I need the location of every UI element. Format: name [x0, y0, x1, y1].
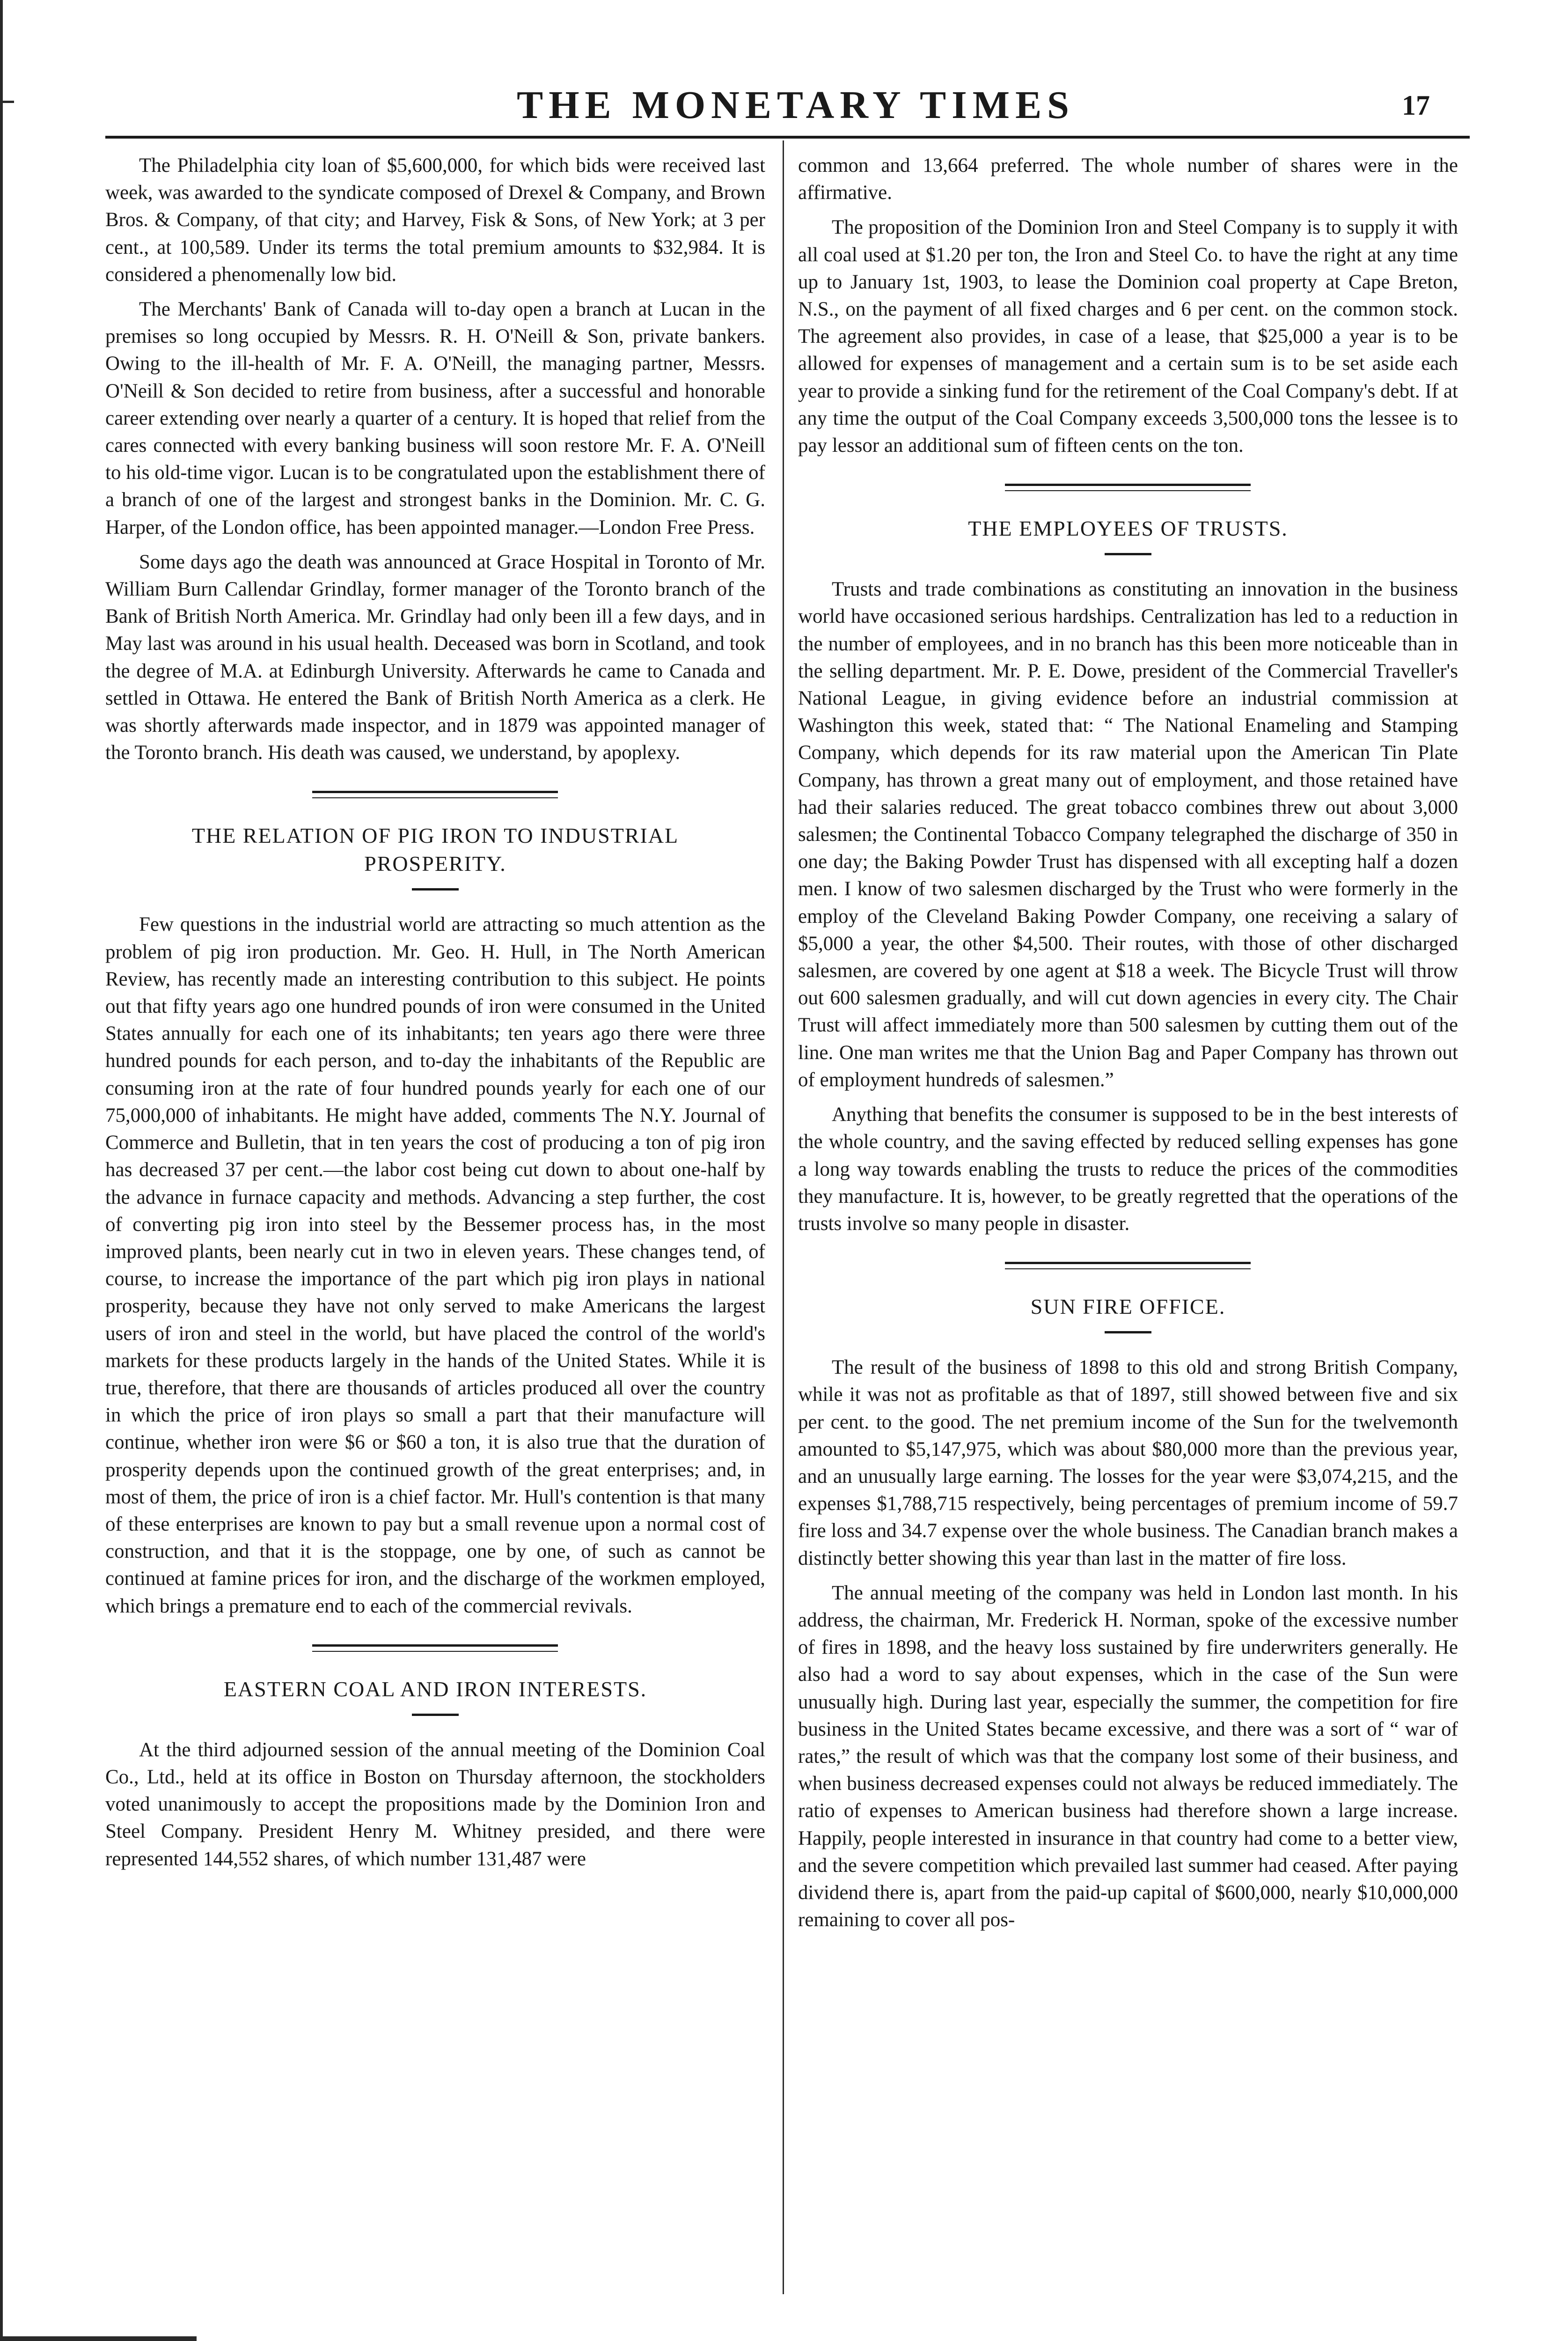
section-divider: [105, 1627, 765, 1665]
article-employees-of-trusts: Trusts and trade combinations as constituting an innovation in the business world have occasioned serious hardships. Centralization has led to a reduction in the number of employees, and in no branch has this been more noticeable than in the selling department. Mr. P. E. Dowe, president of the Commercial Traveller's National League, in giving evidence before an industrial commission at Washington this week, stated that: “ The National Enameling and Stamping Company, which depends for its raw material upon the American Tin Plate Company, has thrown a great many out of employment, and those retained have had their salaries reduced. The great tobacco combines threw out about 3,000 salesmen; the Continental Tobacco Company telegraphed the discharge of 350 in one day; the Baking Powder Trust has dispensed with all excepting half a dozen men. I know of two salesmen discharged by the Trust who were formerly in the employ of the Cleveland Baking Powder Company, one receiving a salary of $5,000 a year, the other $4,500. Their routes, with those of other discharged salesmen, are covered by one agent at $18 a week. The Bicycle Trust will throw out 600 salesmen gradually, and will cut down agencies in every city. The Chair Trust will affect immediately more than 500 salesmen by cutting them out of the line. One man writes me that the Union Bag and Paper Company has thrown out of employment hundreds of salesmen.”: [798, 578, 1458, 1091]
right-column: [798, 152, 1458, 1934]
article-eastern-coal: At the third adjourned session of the annual meeting of the Dominion Coal Co., Ltd., held at its office in Boston on Thursday afternoon, the stockholders voted unanimously to accept the propositions made by the Dominion Iron and Steel Company. President Henry M. Whitney presided, and there were represented 144,552 shares, of which number 131,487 were: [105, 1738, 765, 1870]
masthead-rule: [105, 136, 1470, 139]
masthead-title: THE MONETARY TIMES: [517, 83, 1075, 127]
heading-sun-fire-office: SUN FIRE OFFICE.: [1030, 1295, 1226, 1319]
scan-edge-bottom: [0, 2336, 197, 2341]
heading-pig-iron: THE RELATION OF PIG IRON TO INDUSTRIAL PROSPERITY.: [191, 824, 679, 876]
article-grindlay-obituary: Some days ago the death was announced at Grace Hospital in Toronto of Mr. William Burn Callendar Grindlay, former manager of the Toronto branch of the Bank of British North America. Mr. Grindlay had only been ill a few days, and in May last was around in his usual health. Deceased was born in Scotland, and took the degree of M.A. at Edinburgh University. Afterwards he came to Canada and settled in Ottawa. He entered the Bank of British North America as a clerk. He was shortly afterwards made inspector, and in 1879 was appointed manager of the Toronto branch. His death was caused, we understand, by apoplexy.: [105, 551, 765, 764]
left-column: [105, 152, 765, 1873]
article-philadelphia-loan: The Philadelphia city loan of $5,600,000, for which bids were received last week, was awarded to the syndicate composed of Drexel & Company, and Brown Bros. & Company, of that city; and Harvey, Fisk & Sons, of New York; at 3 per cent., at 100,589. Under its terms the total premium amounts to $32,984. It is considered a phenomenally low bid.: [105, 155, 765, 286]
heading-employees-of-trusts: THE EMPLOYEES OF TRUSTS.: [968, 516, 1288, 541]
heading-eastern-coal: EASTERN COAL AND IRON INTERESTS.: [223, 1677, 647, 1701]
heading-dash: [412, 888, 459, 891]
scan-edge-left: [0, 0, 3, 2341]
page-number: 17: [1402, 90, 1430, 121]
heading-dash: [1105, 553, 1151, 555]
masthead: [0, 80, 1568, 131]
article-pig-iron: Few questions in the industrial world are attracting so much attention as the problem of pig iron production. Mr. Geo. H. Hull, in The North American Review, has recently made an interesting contribution to this subject. He points out that fifty years ago one hundred pounds of iron were consumed in the United States annually for each one of its inhabitants; ten years ago there were three hundred pounds for each person, and to-day the inhabitants of the Republic are consuming iron at the rate of four hundred pounds yearly for each one of our 75,000,000 of inhabitants. He might have added, comments The N.Y. Journal of Commerce and Bulletin, that in ten years the cost of producing a ton of pig iron has decreased 37 per cent.—the labor cost being cut down to about one-half by the advance in furnace capacity and methods. Advancing a step further, the cost of converting pig iron into steel by the Bessemer process has, in the most improved plants, been nearly cut in two in eleven years. These changes tend, of course, to increase the importance of the part which pig iron plays in national prosperity, because they have not only served to make Americans the largest users of iron and steel in the world, but have placed the control of the world's markets for these products largely in the hands of the United States. While it is true, therefore, that there are thousands of articles produced all over the country in which the price of iron plays so small a part that their manufacture will continue, whether iron were $6 or $60 a ton, it is also true that the duration of prosperity depends upon the continued growth of the great enterprises; and, in most of them, the price of iron is a chief factor. Mr. Hull's contention is that many of these enterprises are known to pay but a small revenue upon a normal cost of construction, and that it is the stoppage, one by one, of such as cannot be continued at famine prices for iron, and the discharge of the workmen employed, which brings a premature end to each of the commercial revivals.: [105, 913, 765, 1617]
heading-dash: [412, 1714, 459, 1716]
article-sun-fire-1: The result of the business of 1898 to this old and strong British Company, while it was not as profitable as that of 1897, still showed between five and six per cent. to the good. The net premium income of the Sun for the twelvemonth amounted to $5,147,975, which was about $80,000 more than the previous year, and an unusually large earning. The losses for the year were $3,074,215, and the expenses $1,788,715 respectively, being percentages of premium income of 59.7 fire loss and 34.7 expense over the whole business. The Canadian branch makes a distinctly better showing this year than last in the matter of fire loss.: [798, 1356, 1458, 1569]
article-sun-fire-2: The annual meeting of the company was held in London last month. In his address, the chairman, Mr. Frederick H. Norman, spoke of the excessive number of fires in 1898, and the heavy loss sustained by fire underwriters generally. He also had a word to say about expenses, which in the case of the Sun were unusually high. During last year, especially the summer, the competition for fire business in the United States became excessive, and there was a sort of “ war of rates,” the result of which was that the company lost some of their business, and when business decreased expenses could not always be reduced immediately. The ratio of expenses to American business had therefore shown a large increase. Happily, people interested in insurance in that country had come to a better view, and the severe competition which prevailed last summer had ceased. After paying dividend there is, apart from the paid-up capital of $600,000, nearly $10,000,000 remaining to cover all pos-: [798, 1582, 1458, 1931]
article-merchants-bank: The Merchants' Bank of Canada will to-day open a branch at Lucan in the premises so long occupied by Messrs. R. H. O'Neill & Son, private bankers. Owing to the ill-health of Mr. F. A. O'Neill, the managing partner, Messrs. O'Neill & Son decided to retire from business, after a successful and honorable career extending over nearly a quarter of a century. It is hoped that relief from the cares connected with every banking business will soon restore Mr. F. A. O'Neill to his old-time vigor. Lucan is to be congratulated upon the establishment there of a branch of one of the largest and strongest banks in the Dominion. Mr. C. G. Harper, of the London office, has been appointed manager.—London Free Press.: [105, 298, 765, 538]
section-divider: [798, 1245, 1458, 1282]
section-divider: [798, 467, 1458, 504]
article-eastern-coal-proposition: The proposition of the Dominion Iron and Steel Company is to supply it with all coal used at $1.20 per ton, the Iron and Steel Co. to have the right at any time up to January 1st, 1903, to lease the Dominion coal property at Cape Breton, N.S., on the payment of all fixed charges and 6 per cent. on the common stock. The agreement also provides, in case of a lease, that $25,000 a year is to be allowed for expenses of management and a certain sum is to be set aside each year to provide a sinking fund for the retirement of the Coal Company's debt. If at any time the output of the Coal Company exceeds 3,500,000 tons the lessee is to pay lessor an additional sum of fifteen cents on the ton.: [798, 216, 1458, 457]
article-eastern-coal-continued: common and 13,664 preferred. The whole number of shares were in the affirmative.: [798, 155, 1458, 204]
article-employees-of-trusts-2: Anything that benefits the consumer is supposed to be in the best interests of the whole country, and the saving effected by reduced selling expenses has gone a long way towards enabling the trusts to reduce the prices of the commodities they manufacture. It is, however, to be greatly regretted that the operations of the trusts involve so many people in disaster.: [798, 1104, 1458, 1235]
section-divider: [105, 774, 765, 811]
heading-dash: [1105, 1331, 1151, 1333]
column-rule: [783, 140, 784, 2294]
